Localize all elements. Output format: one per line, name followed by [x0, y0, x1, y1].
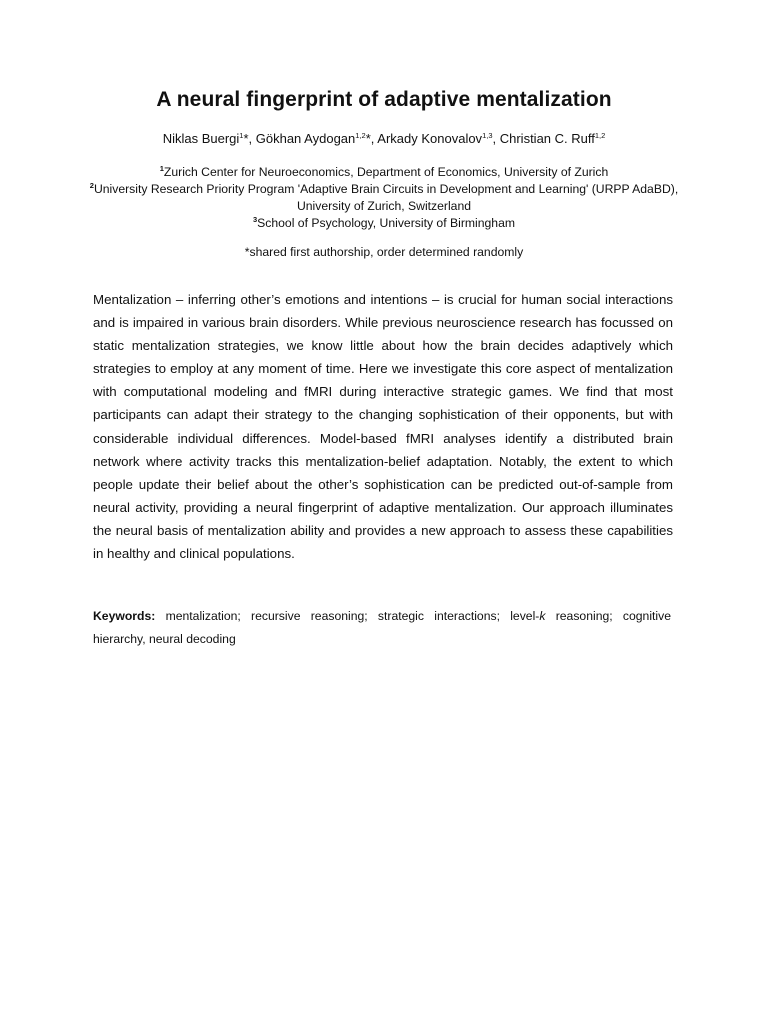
affiliation: $^1$Zurich Center for Neuroeconomics, Department of Economics, University of Zurich — [159, 164, 609, 179]
authorship-note: *shared first authorship, order determined randomly — [244, 245, 524, 259]
affiliation: $^2$University Research Priority Program 'Adaptive Brain Circuits in Development and Learning' (URPP AdaBD), University of Zurich, Switzerland — [89, 181, 679, 213]
paper-title: A neural fingerprint of adaptive mentalization — [156, 88, 612, 111]
abstract-text: Mentalization – inferring other’s emotions and intentions – is crucial for human social interactions and is impaired in various brain disorders. While previous neuroscience research has focussed on static mentalization strategies, we know little about how the brain decides adaptively which strategies to employ at any moment of time. Here we investigate this core aspect of mentalization with computational modeling and fMRI during interactive strategic games. We find that most participants can adapt their strategy to the changing sophistication of their opponents, but with considerable individual differences. Model-based fMRI analyses identify a distributed brain network where activity tracks this mentalization-belief adaptation. Notably, the extent to which people update their belief about the other’s sophistication can be predicted out-of-sample from neural activity, providing a neural fingerprint of adaptive mentalization. Our approach illuminates the neural basis of mentalization ability and provides a new approach to assess these capabilities in healthy and clinical populations. — [93, 292, 673, 562]
author: Christian C. Ruff$^{1,2}$ — [499, 131, 606, 146]
affiliation: $^3$School of Psychology, University of Birmingham — [252, 215, 516, 230]
keywords-label: Keywords: — [93, 609, 156, 623]
author: Niklas Buergi$^1$*, — [162, 131, 256, 146]
author-list — [0, 131, 768, 146]
author: Gökhan Aydogan$^{1,2}$*, — [255, 131, 378, 146]
affiliation-list — [88, 164, 680, 232]
keywords: Keywords: mentalization; recursive reasoning; strategic interactions; level-k reasoning; cognitive hierarchy, neural decoding — [93, 609, 671, 646]
author: Arkady Konovalov$^{1,3}$, — [377, 131, 500, 146]
